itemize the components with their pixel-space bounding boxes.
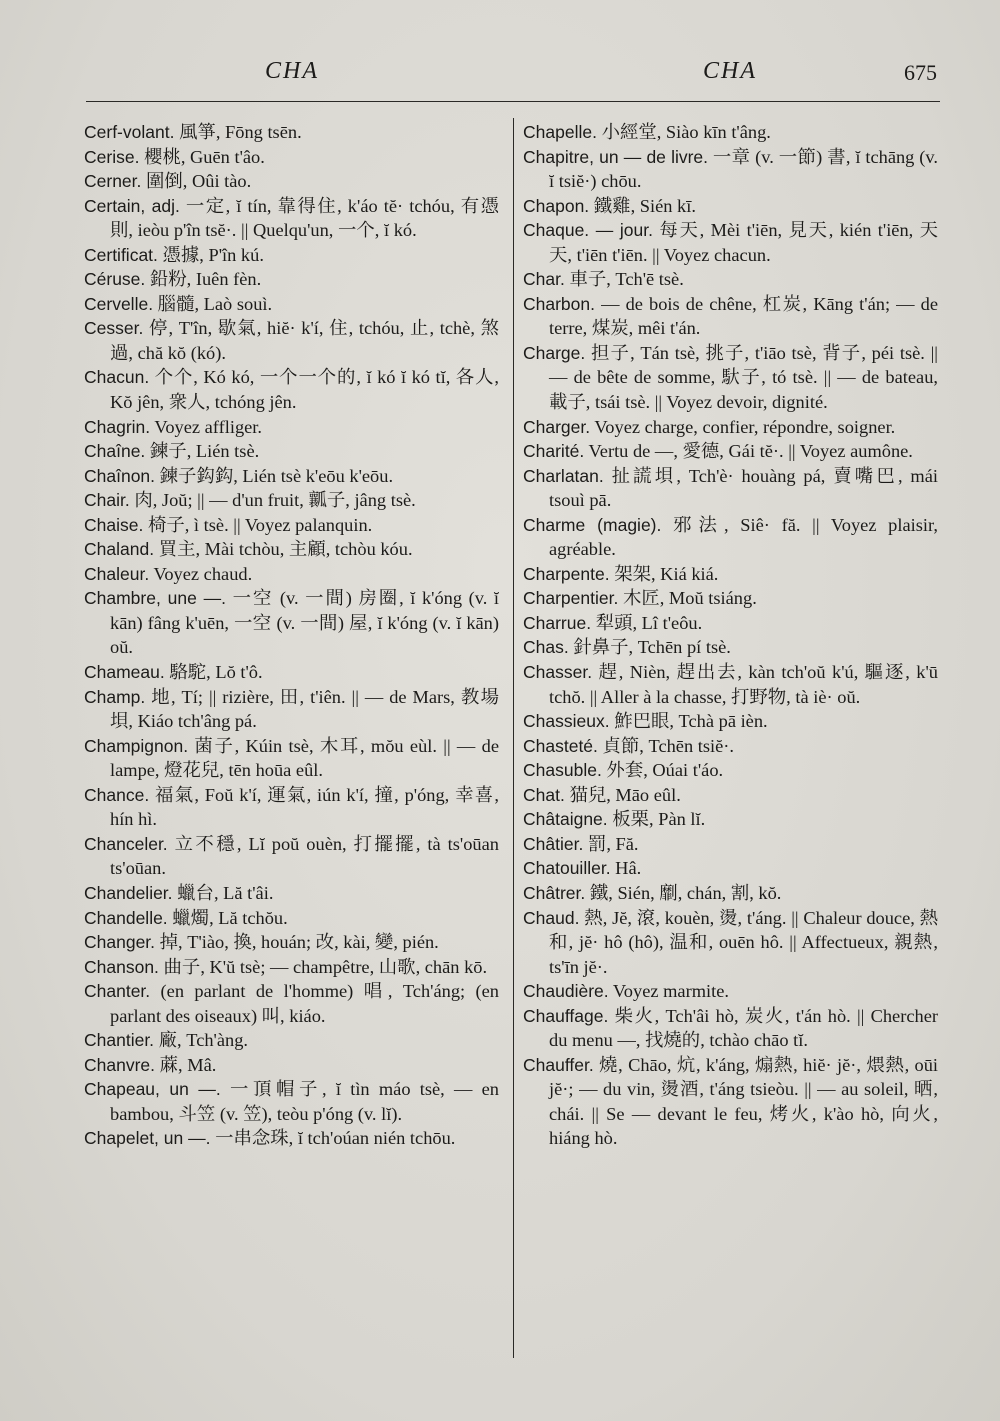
dictionary-entry (84, 292, 499, 317)
entry-definition: 一章 (v. 一節) 書, ĭ tchāng (v. ĭ tsiĕ·) chōu. (549, 146, 938, 192)
dictionary-entry (84, 832, 499, 881)
entry-definition: Voyez charge, confier, répondre, soigner. (594, 416, 896, 437)
entry-headword: Chameau. (84, 662, 165, 683)
entry-definition: 个个, Kó kó, 一个一个的, ĭ kó ĭ kó tĭ, 各人, Kŏ jên, 衆人, tchóng jên. (110, 367, 499, 413)
entry-headword: Chapelle. (523, 122, 597, 142)
entry-headword: Chaise. (84, 514, 144, 535)
dictionary-entry (84, 930, 499, 955)
entry-headword: Chauffage. (523, 1005, 609, 1026)
dictionary-entry (84, 1077, 499, 1126)
entry-definition: 蔴, Mâ. (159, 1054, 217, 1075)
entry-headword: Châtier. (523, 833, 584, 854)
entry-definition: 風箏, Fōng tsēn. (179, 122, 302, 142)
dictionary-entry (523, 906, 938, 980)
entry-headword: Charger. (523, 416, 591, 437)
dictionary-entry (84, 979, 499, 1028)
entry-headword: Chanceler. (84, 833, 168, 854)
entry-headword: Chapelet, un —. (84, 1128, 211, 1149)
entry-headword: Chantier. (84, 1030, 155, 1051)
dictionary-entry (84, 439, 499, 464)
entry-definition: 架架, Kiá kiá. (614, 563, 719, 584)
entry-headword: Charrue. (523, 612, 592, 633)
entry-headword: Charpentier. (523, 588, 619, 609)
entry-headword: Chaland. (84, 539, 155, 560)
dictionary-entry (84, 267, 499, 292)
entry-definition: 車子, Tch'ē tsè. (569, 269, 684, 290)
entry-definition: 貞節, Tchēn tsiĕ·. (602, 735, 735, 756)
dictionary-entry (84, 120, 499, 145)
entry-definition: 罰, Fă. (587, 833, 639, 854)
dictionary-entry (523, 734, 938, 759)
dictionary-entry (84, 488, 499, 513)
entry-headword: Chatouiller. (523, 858, 611, 879)
dictionary-entry (84, 685, 499, 734)
entry-definition: 小經堂, Siào kīn t'âng. (601, 122, 771, 142)
dictionary-entry (523, 758, 938, 783)
entry-headword: Charlatan. (523, 465, 604, 486)
right-running-head: CHA (703, 58, 757, 84)
entry-definition: — de bois de chêne, 杠炭, Kāng t'án; — de terre, 煤炭, mêi t'án. (549, 293, 938, 339)
dictionary-entry (84, 415, 499, 440)
entry-headword: Charge. (523, 342, 586, 363)
dictionary-entry (84, 1028, 499, 1053)
entry-headword: Chair. (84, 490, 130, 511)
entry-headword: Céruse. (84, 269, 146, 290)
entry-definition: 蠟台, Lă t'âi. (177, 882, 274, 903)
entry-headword: Chasteté. (523, 735, 598, 756)
entry-headword: Chance. (84, 784, 150, 805)
entry-definition: 邪法, Siê· fă. || Voyez plaisir, agréable. (549, 514, 938, 560)
entry-definition: Voyez chaud. (153, 563, 253, 584)
entry-headword: Chasuble. (523, 760, 602, 781)
dictionary-entry (523, 194, 938, 219)
dictionary-entry (523, 439, 938, 464)
entry-definition: 鉛粉, Iuên fèn. (149, 269, 262, 290)
dictionary-entry (84, 145, 499, 170)
entry-headword: Certain, adj. (84, 195, 180, 216)
entry-headword: Chaîne. (84, 441, 146, 462)
entry-definition: 燒, Chāo, 炕, k'áng, 煽熱, hiĕ· jĕ·, 煨熱, oūi jĕ·; — du vin, 燙酒, t'áng tsieòu. || — au soleil, 晒, chái. || Se — devant le feu, 烤火, k'ào hò, 向火, hiáng hò. (549, 1054, 938, 1149)
entry-headword: Chaudière. (523, 981, 609, 1002)
entry-definition: 曲子, K'ŭ tsè; — champêtre, 山歌, chān kō. (163, 956, 488, 977)
entry-definition: 掉, T'iào, 換, houán; 改, kài, 變, pién. (159, 932, 439, 953)
dictionary-entry (84, 513, 499, 538)
entry-headword: Chaque. — jour. (523, 220, 653, 241)
entry-definition: 肉, Joŭ; || — d'un fruit, 瓤子, jâng tsè. (134, 490, 416, 511)
page-header (0, 58, 1000, 98)
entry-headword: Chasser. (523, 662, 593, 683)
entry-definition: 柴火, Tch'âi hò, 炭火, t'án hò. || Chercher du menu —, 找燒的, tchào chāo tĭ. (549, 1005, 938, 1051)
entry-headword: Chapitre, un — de livre. (523, 146, 709, 167)
entry-headword: Châtrer. (523, 882, 586, 903)
entry-definition: 針鼻子, Tchēn pí tsè. (573, 637, 731, 658)
entry-headword: Chacun. (84, 367, 150, 388)
dictionary-entry (523, 218, 938, 267)
dictionary-entry (84, 464, 499, 489)
entry-headword: Chagrin. (84, 416, 151, 437)
entry-headword: Chapeau, un —. (84, 1079, 221, 1100)
entry-definition: 一串念珠, ĭ tch'oúan nién tchōu. (215, 1128, 456, 1149)
dictionary-entry (84, 734, 499, 783)
entry-definition: 地, Tí; || rizière, 田, t'iên. || — de Mars, 教場垻, Kiáo tch'âng pá. (110, 686, 499, 732)
dictionary-entry (523, 341, 938, 415)
entry-definition: 担子, Tán tsè, 挑子, t'iāo tsè, 背子, péi tsè. || — de bête de somme, 馱子, tó tsè. || — de bateau, 載子, tsái tsè. || Voyez devoir, dignité. (549, 342, 938, 413)
entry-headword: Chas. (523, 637, 569, 658)
dictionary-entry (84, 660, 499, 685)
entry-definition: 板栗, Pàn lĭ. (612, 809, 706, 830)
dictionary-entry (84, 586, 499, 660)
dictionary-entry (523, 660, 938, 709)
entry-definition: 每天, Mèi t'iēn, 見天, kién t'iēn, 天天, t'iēn t'iēn. || Voyez chacun. (549, 220, 939, 265)
entry-definition: 椅子, ì tsè. || Voyez palanquin. (147, 514, 373, 535)
dictionary-entry (84, 169, 499, 194)
dictionary-entry (84, 881, 499, 906)
entry-definition: 買主, Mài tchòu, 主顧, tchòu kóu. (158, 539, 413, 560)
dictionary-entry (84, 1126, 499, 1151)
entry-headword: Chanvre. (84, 1054, 156, 1075)
entry-definition: 蠟燭, Lă tchŏu. (172, 907, 288, 928)
dictionary-entry (523, 1004, 938, 1053)
entry-headword: Cerner. (84, 171, 142, 192)
dictionary-entry (523, 464, 938, 513)
entry-headword: Champ. (84, 686, 146, 707)
entry-definition: 一定, ĭ tín, 靠得住, k'áo tĕ· tchóu, 有憑則, ieòu p'în tsĕ·. || Quelqu'un, 一个, ĭ kó. (110, 195, 499, 241)
dictionary-entry (84, 243, 499, 268)
entry-headword: Chandelle. (84, 907, 168, 928)
entry-definition: 櫻桃, Guēn t'âo. (144, 146, 265, 167)
entry-definition: 犁頭, Lî t'eôu. (595, 612, 703, 633)
entry-definition: 趕, Nièn, 趕出去, kàn tch'oŭ k'ú, 驅逐, k'ū tchŏ. || Aller à la chasse, 打野物, tà iè· oŭ. (549, 662, 938, 707)
entry-definition: 駱駝, Lŏ t'ô. (169, 662, 263, 683)
dictionary-entry (84, 906, 499, 931)
entry-definition: 腦髓, Laò souì. (157, 293, 273, 314)
entry-definition: 憑據, P'în kú. (162, 244, 264, 265)
entry-headword: Chandelier. (84, 882, 173, 903)
entry-definition: 扯謊垻, Tch'è· houàng pá, 賣嘴巴, mái tsouì pā. (549, 465, 938, 511)
entry-definition: 鐵雞, Sién kī. (593, 195, 696, 216)
entry-headword: Charpente. (523, 563, 610, 584)
dictionary-entry (523, 783, 938, 808)
entry-headword: Char. (523, 269, 565, 290)
entry-definition: 鍊子鈎鈎, Lién tsè k'eōu k'eōu. (159, 465, 394, 486)
entry-definition: Hâ. (615, 858, 642, 879)
entry-headword: Charbon. (523, 293, 595, 314)
entry-definition: 木匠, Moŭ tsiáng. (622, 588, 757, 609)
entry-headword: Champignon. (84, 735, 189, 756)
dictionary-entry (523, 120, 938, 145)
entry-headword: Cervelle. (84, 293, 154, 314)
dictionary-entry (84, 1053, 499, 1078)
entry-definition: 鮓巴眼, Tchà pā ièn. (614, 711, 768, 732)
entry-headword: Chanson. (84, 956, 159, 977)
entry-headword: Chambre, une —. (84, 588, 227, 609)
dictionary-entry (84, 365, 499, 414)
entry-definition: 鐵, Sién, 劘, chán, 割, kŏ. (589, 882, 782, 903)
dictionary-entry (84, 955, 499, 980)
entry-headword: Chassieux. (523, 711, 610, 732)
entry-headword: Certificat. (84, 244, 158, 265)
dictionary-entry (84, 316, 499, 365)
entry-headword: Chapon. (523, 195, 590, 216)
entry-definition: 菌子, Kúin tsè, 木耳, mŏu eùl. || — de lampe, 燈花兒, tēn hoūa eûl. (110, 735, 499, 781)
dictionary-entry (523, 709, 938, 734)
dictionary-entry (523, 611, 938, 636)
dictionary-entry (84, 783, 499, 832)
dictionary-entry (523, 586, 938, 611)
entry-definition: 鍊子, Lién tsè. (149, 441, 260, 462)
entry-headword: Charme (magie). (523, 514, 662, 535)
entry-definition: 外套, Oúai t'áo. (606, 760, 724, 781)
dictionary-entry (523, 145, 938, 194)
column-divider (513, 118, 514, 1358)
entry-headword: Chat. (523, 784, 565, 805)
dictionary-entry (84, 194, 499, 243)
dictionary-entry (84, 562, 499, 587)
dictionary-entry (523, 292, 938, 341)
entry-definition: 一空 (v. 一間) 房圈, ĭ k'óng (v. ĭ kān) fâng k'uēn, 一空 (v. 一間) 屋, ĭ k'óng (v. ĭ kān) oŭ. (110, 588, 499, 658)
entry-headword: Chaud. (523, 907, 580, 928)
entry-definition: 熱, Jĕ, 滾, kouèn, 燙, t'áng. || Chaleur douce, 熱和, jĕ· hô (hô), 温和, ouēn hô. || Affectueux, 親熱, ts'īn jĕ·. (549, 907, 938, 977)
entry-definition: 圍倒, Oûi tào. (146, 171, 252, 192)
entry-headword: Chaînon. (84, 465, 156, 486)
entry-headword: Charité. (523, 441, 585, 462)
dictionary-entry (84, 537, 499, 562)
entry-headword: Cerf-volant. (84, 122, 175, 142)
entry-definition: 廠, Tch'àng. (158, 1030, 249, 1051)
dictionary-entry (523, 635, 938, 660)
header-rule (86, 101, 940, 102)
entry-definition: Voyez affliger. (154, 416, 263, 437)
entry-headword: Changer. (84, 932, 156, 953)
dictionary-entry (523, 856, 938, 881)
entry-definition: 猫兒, Māo eûl. (569, 784, 681, 805)
entry-headword: Chanter. (84, 981, 151, 1002)
entry-definition: 一頂帽子, ĭ tìn máo tsè, — en bambou, 斗笠 (v. 笠), teòu p'óng (v. lĭ). (110, 1079, 499, 1124)
entry-definition: 福氣, Foŭ k'í, 運氣, iún k'í, 撞, p'óng, 幸喜, hín hì. (110, 784, 499, 830)
dictionary-entry (523, 415, 938, 440)
entry-headword: Cesser. (84, 318, 144, 339)
entry-definition: 立不穩, Lĭ poŭ ouèn, 打擺擺, tà ts'oūan ts'oūan. (110, 833, 499, 879)
dictionary-entry (523, 267, 938, 292)
entry-definition: Vertu de —, 愛德, Gái tĕ·. || Voyez aumône. (588, 441, 913, 462)
dictionary-entry (523, 881, 938, 906)
dictionary-entry (523, 562, 938, 587)
left-running-head: CHA (265, 58, 319, 84)
dictionary-entry (523, 979, 938, 1004)
entry-headword: Châtaigne. (523, 809, 608, 830)
entry-headword: Chauffer. (523, 1054, 594, 1075)
entry-definition: Voyez marmite. (612, 981, 729, 1002)
dictionary-entry (523, 807, 938, 832)
entry-definition: 停, T'în, 歇氣, hiĕ· k'í, 住, tchóu, 止, tchè, 煞過, chă kŏ (kó). (110, 318, 499, 363)
entry-headword: Chaleur. (84, 563, 150, 584)
entry-definition: (en parlant de l'homme) 唱, Tch'áng; (en parlant des oiseaux) 叫, kiáo. (110, 981, 499, 1026)
dictionary-entry (523, 513, 938, 562)
dictionary-entry (523, 1053, 938, 1151)
dictionary-entry (523, 832, 938, 857)
entry-headword: Cerise. (84, 146, 140, 167)
left-column (84, 120, 499, 1151)
right-column (523, 120, 938, 1151)
page-number: 675 (904, 60, 937, 85)
